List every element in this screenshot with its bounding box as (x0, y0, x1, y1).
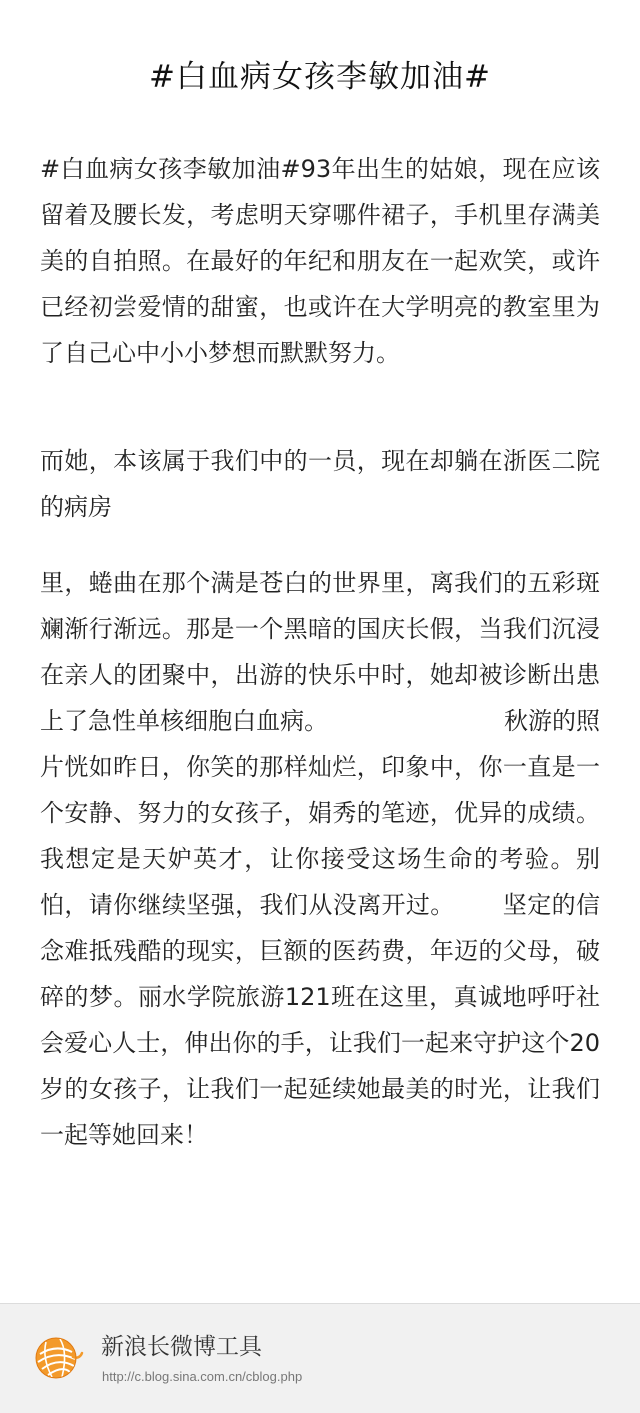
footer-brand: 新浪长微博工具 (101, 1334, 262, 1360)
article-paragraph-2: 而她，本该属于我们中的一员，现在却躺在浙医二院的病房 (40, 447, 600, 521)
sina-weibo-yarn-logo-icon (32, 1334, 84, 1380)
article-paragraph-1: #白血病女孩李敏加油#93年出生的姑娘，现在应该留着及腰长发，考虑明天穿哪件裙子，手机里存满美美的自拍照。在最好的年纪和朋友在一起欢笑，或许已经初尝爱情的甜蜜，也或许在大学明亮的教室里为了自己心中小小梦想而默默努力。 (40, 155, 600, 367)
article-paragraph-3: 里，蜷曲在那个满是苍白的世界里，离我们的五彩斑斓渐行渐远。那是一个黑暗的国庆长假，当我们沉浸在亲人的团聚中，出游的快乐中时，她却被诊断出患上了急性单核细胞白血病。 秋游的照片恍如昨日，你笑的那样灿烂，印象中，你一直是一个安静、努力的女孩子，娟秀的笔迹，优异的成绩。我想定是天妒英才，让你接受这场生命的考验。别怕，请你继续坚强，我们从没离开过。 坚定的信念难抵残酷的现实，巨额的医药费，年迈的父母，破碎的梦。丽水学院旅游121班在这里，真诚地呼吁社会爱心人士，伸出你的手，让我们一起来守护这个20岁的女孩子，让我们一起延续她最美的时光，让我们一起等她回来！ (40, 569, 600, 1149)
footer-url-link[interactable]: http://c.blog.sina.com.cn/cblog.php (102, 1369, 303, 1384)
article-body (40, 146, 600, 1158)
page-title: #白血病女孩李敏加油# (149, 59, 491, 95)
footer (0, 1303, 640, 1413)
